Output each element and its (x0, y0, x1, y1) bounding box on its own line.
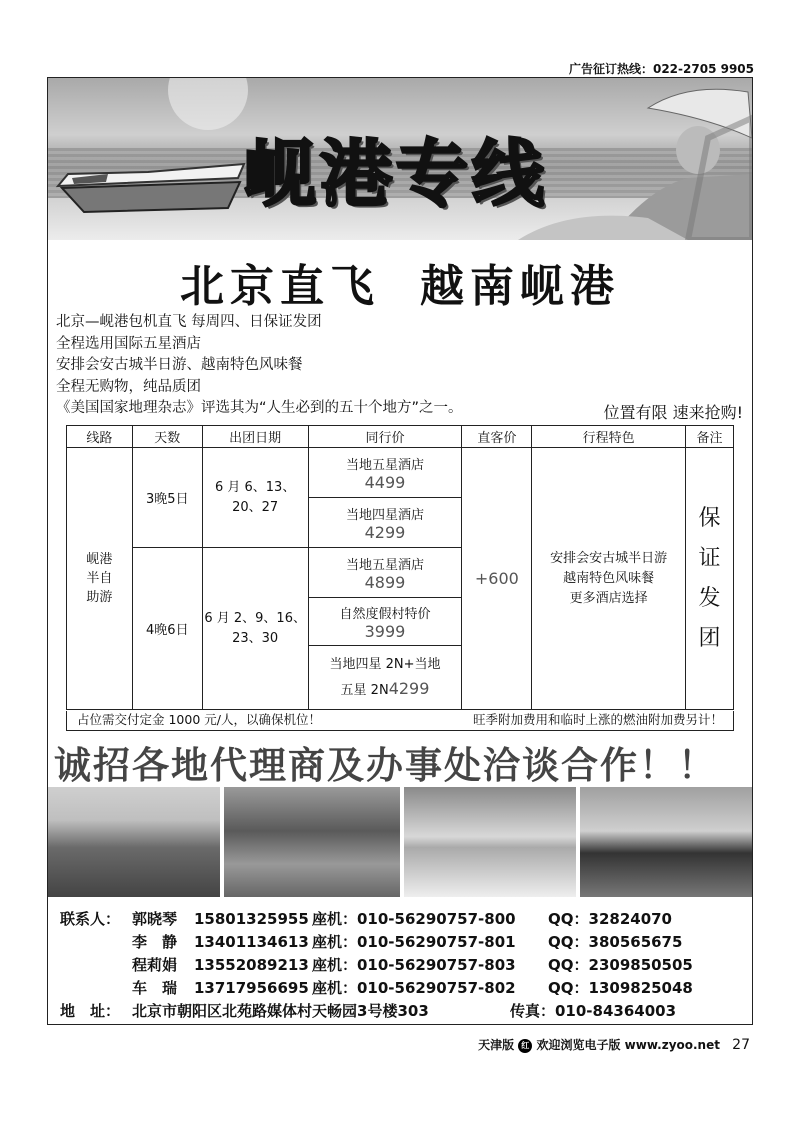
fax-number: 传真：010-84364003 (510, 1002, 677, 1020)
hero-title: 岘港专线 (244, 132, 549, 216)
contact-qq: QQ：380565675 (548, 933, 683, 951)
contact-qq: QQ：2309850505 (548, 956, 693, 974)
contact-name: 李 静 (132, 933, 178, 951)
option-label: 当地四星 2N+当地 (329, 656, 441, 672)
ad-hotline: 广告征订热线：022-2705 9905 (568, 62, 754, 76)
feature-item: 北京—岘港包机直飞 每周四、日保证发团 (56, 314, 322, 330)
itinerary-table (66, 425, 734, 710)
photo-strip (48, 787, 752, 897)
feature-item: 安排会安古城半日游、越南特色风味餐 (56, 357, 303, 373)
hero-banner (48, 78, 752, 240)
contact-label: 联系人： (60, 910, 121, 928)
route-line: 半自 (86, 571, 113, 586)
price-option-cell (308, 498, 462, 548)
option-label: 自然度假村特价 (339, 606, 431, 622)
feature-item: 全程无购物，纯品质团 (56, 378, 201, 395)
price-option-cell (308, 646, 462, 710)
resort-photo (48, 787, 220, 897)
address-label: 地 址： (60, 1002, 121, 1020)
call-to-action: 位置有限 速来抢购! (603, 403, 743, 422)
page-footer (478, 1036, 750, 1053)
table-row (67, 448, 734, 498)
deposit-note: 占位需交付定金 1000 元/人，以确保机位！ (77, 712, 321, 727)
contact-mobile[interactable]: 13552089213 (194, 956, 309, 974)
remark-char: 团 (698, 625, 721, 651)
contact-qq: QQ：32824070 (548, 910, 672, 928)
highlight-item: 更多酒店选择 (569, 590, 648, 606)
contact-mobile[interactable]: 13717956695 (194, 979, 309, 997)
pool-photo (224, 787, 400, 897)
contact-phone[interactable]: 座机：010-56290757-802 (312, 979, 516, 997)
edition-label: 天津版 (478, 1038, 515, 1052)
contact-phone[interactable]: 座机：010-56290757-803 (312, 956, 516, 974)
remark-char: 保 (698, 505, 721, 531)
option-price: 4499 (364, 472, 406, 492)
option-label: 当地五星酒店 (345, 457, 424, 473)
website-link[interactable]: www.zyoo.net (624, 1038, 720, 1052)
feature-item: 《美国国家地理杂志》评选其为“人生必到的五十个地方”之一。 (56, 400, 463, 416)
remark-cell (686, 448, 734, 710)
header-route: 线路 (67, 426, 133, 448)
welcome-text: 欢迎浏览电子版 (536, 1038, 621, 1052)
subtitle-part1: 北京直飞 (180, 261, 380, 312)
price-option-cell (308, 598, 462, 646)
address-text: 北京市朝阳区北苑路媒体村天畅园3号楼303 (132, 1002, 429, 1020)
contact-name: 车 瑞 (132, 979, 178, 997)
publication-logo-icon: 红 (518, 1039, 532, 1053)
dates-cell (202, 548, 308, 710)
beach-photo (404, 787, 576, 897)
header-dates: 出团日期 (202, 426, 308, 448)
palm-pool-photo (580, 787, 752, 897)
contact-qq: QQ：1309825048 (548, 979, 693, 997)
highlights-cell (532, 448, 686, 710)
header-remark: 备注 (686, 426, 734, 448)
option-price: 4899 (364, 572, 406, 592)
days-cell: 4晚6日 (132, 548, 202, 710)
header-direct-price: 直客价 (462, 426, 532, 448)
dates-line: 20、27 (232, 499, 279, 515)
remark-char: 发 (698, 585, 721, 611)
option-label: 五星 2N (340, 682, 389, 698)
route-line: 助游 (86, 590, 113, 605)
direct-price-cell: +600 (462, 448, 532, 710)
option-label: 当地五星酒店 (345, 557, 424, 573)
recruit-banner: 诚招各地代理商及办事处洽谈合作！！ (54, 743, 717, 787)
route-line: 岘港 (86, 552, 113, 567)
header-highlights: 行程特色 (532, 426, 686, 448)
table-header-row (67, 426, 734, 448)
contact-name: 程莉娟 (132, 956, 178, 974)
dates-cell (202, 448, 308, 548)
dates-line: 6 月 6、13、 (214, 479, 296, 495)
dates-line: 23、30 (232, 630, 279, 646)
option-price: 4299 (364, 522, 406, 542)
contact-mobile[interactable]: 15801325955 (194, 910, 309, 928)
surcharge-note: 旺季附加费用和临时上涨的燃油附加费另计！ (472, 712, 723, 727)
route-cell (67, 448, 133, 710)
contact-name: 郭晓琴 (132, 910, 178, 928)
price-option-cell (308, 548, 462, 598)
contact-mobile[interactable]: 13401134613 (194, 933, 309, 951)
days-cell: 3晚5日 (132, 448, 202, 548)
contact-phone[interactable]: 座机：010-56290757-801 (312, 933, 516, 951)
option-label: 当地四星酒店 (345, 507, 424, 523)
feature-item: 全程选用国际五星酒店 (56, 335, 201, 352)
option-price: 3999 (364, 621, 406, 641)
page-subtitle (0, 250, 800, 314)
highlight-item: 安排会安古城半日游 (550, 550, 668, 566)
header-peer-price: 同行价 (308, 426, 462, 448)
page-number: 27 (732, 1037, 750, 1053)
price-option-cell (308, 448, 462, 498)
highlight-item: 越南特色风味餐 (563, 570, 655, 586)
option-price: 4299 (388, 678, 430, 698)
remark-char: 证 (698, 545, 721, 571)
table-footnote (66, 711, 734, 731)
header-days: 天数 (132, 426, 202, 448)
contact-phone[interactable]: 座机：010-56290757-800 (312, 910, 516, 928)
subtitle-part2: 越南岘港 (420, 261, 620, 312)
dates-line: 6 月 2、9、16、 (204, 610, 306, 626)
feature-list (56, 312, 463, 420)
